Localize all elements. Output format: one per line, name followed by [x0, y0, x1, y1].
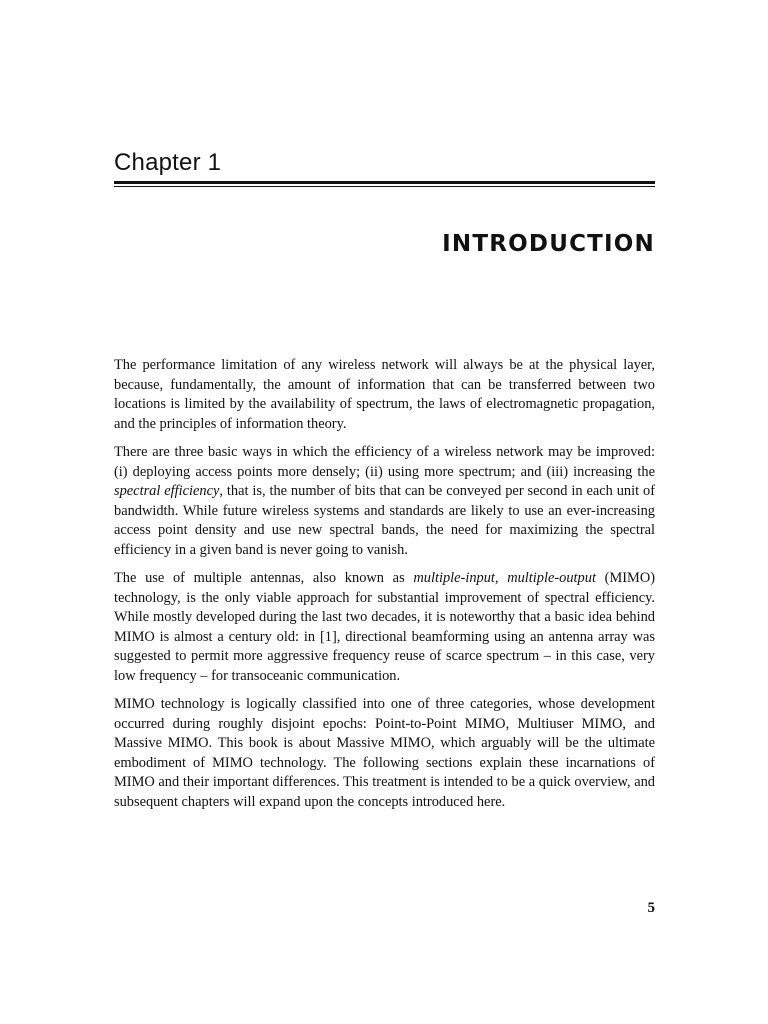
paragraph-text: , that is, the number of bits that can be conveyed per second in each unit of bandwidth. While future wireless systems and standards are likely to use an ever-increasing access point density and use new spectral bands, the need for maximizing the spectral efficiency in a given band is never going to vanish.: [114, 483, 655, 558]
chapter-title: INTRODUCTION: [442, 231, 655, 257]
paragraph-text: The use of multiple antennas, also known as: [114, 570, 414, 586]
paragraph-text: (MIMO) technology, is the only viable approach for substantial improvement of spectral efficiency. While mostly developed during the last two decades, it is noteworthy that a basic idea behind MIMO is almost a century old: in [1], directional beamforming using an antenna array was suggested to permit more aggressive frequency reuse of scarce spectrum – in this case, very low frequency – for transoceanic communication.: [114, 570, 656, 684]
mimo-term: multiple-input, multiple-output: [413, 570, 596, 586]
spectral-efficiency-term: spectral efficiency: [114, 483, 220, 499]
chapter-body: [114, 356, 655, 821]
chapter-rule-thin: [114, 186, 655, 187]
chapter-label: Chapter 1: [114, 149, 222, 176]
paragraph-text: There are three basic ways in which the efficiency of a wireless network may be improved: (i) deploying access points more densely; (ii) using more spectrum; and (iii) increasing the: [114, 444, 655, 480]
paragraph-performance-limitation: The performance limitation of any wireless network will always be at the physical layer, because, fundamentally, the amount of information that can be transferred between two locations is limited by the availability of spectrum, the laws of electromagnetic propagation, and the principles of information theory.: [114, 357, 655, 432]
paragraph-mimo-overview: [114, 569, 655, 686]
paragraph-efficiency-ways: [114, 443, 655, 560]
page-number: 5: [647, 900, 655, 916]
paragraph-mimo-categories: MIMO technology is logically classified into one of three categories, whose development occurred during roughly disjoint epochs: Point-to-Point MIMO, Multiuser MIMO, and Massive MIMO. This book is about Massive MIMO, which arguably will be the ultimate embodiment of MIMO technology. The following sections explain these incarnations of MIMO and their important differences. This treatment is intended to be a quick overview, and subsequent chapters will expand upon the concepts introduced here.: [114, 696, 655, 810]
chapter-rule-thick: [114, 181, 655, 184]
